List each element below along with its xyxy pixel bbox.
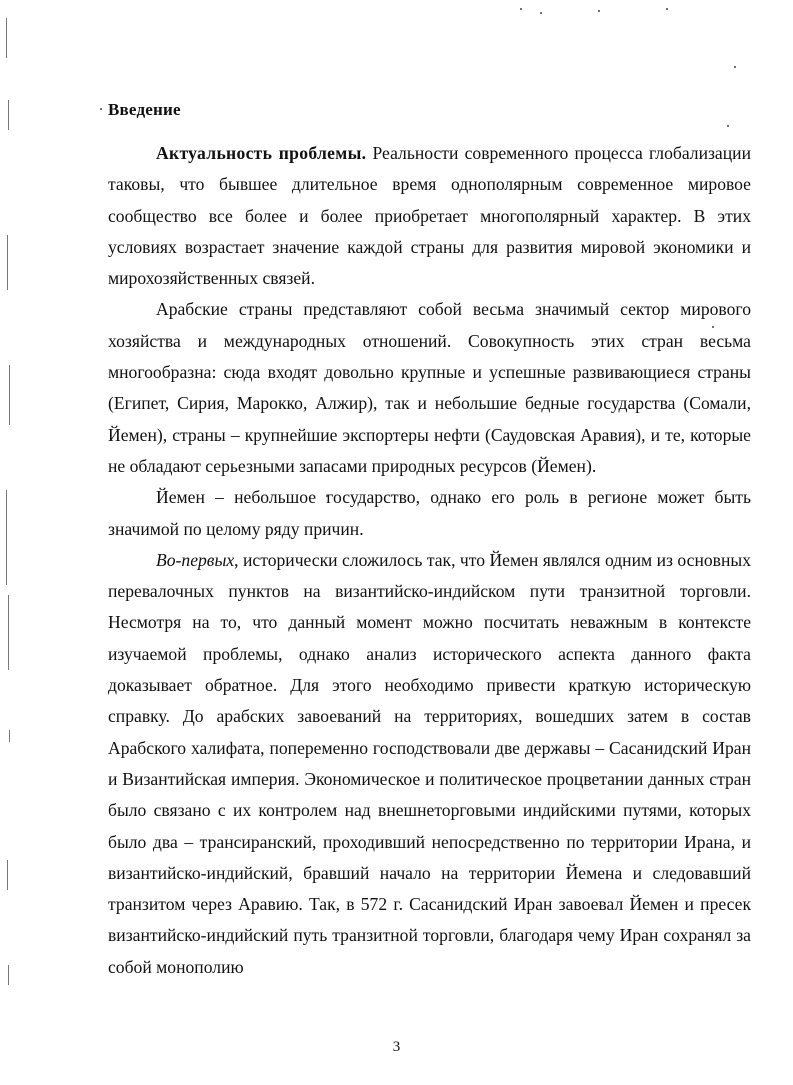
paragraph-lead-bold: Актуальность проблемы. [156, 143, 367, 163]
page-number: 3 [392, 1039, 401, 1055]
paragraph-text: Йемен – небольшое государство, однако его роль в регионе может быть значимой по целому ряду причин. [108, 487, 751, 539]
body-text [108, 138, 751, 983]
paragraph-text: , исторически сложилось так, что Йемен являлся одним из основных перевалочных пунктов на византийско-индийском пути транзитной торговли. Несмотря на то, что данный момент можно посчитать неважным в контексте изучаемой проблемы, однако анализ исторического аспекта данного факта доказывает обратное. Для этого необходимо привести краткую историческую справку. До арабских завоеваний на территориях, вошедших затем в состав Арабского халифата, попеременно господствовали две державы – Сасанидский Иран и Византийская империя. Экономическое и политическое процветании данных стран было связано с их контролем над внешнеторговыми индийскими путями, которых было два – трансиранский, проходивший непосредственно по территории Ирана, и византийско-индийский, бравший начало на территории Йемена и следовавший транзитом через Аравию. Так, в 572 г. Сасанидский Иран завоевал Йемен и пресек византийско-индийский путь транзитной торговли, благодаря чему Иран сохранял за собой монополию [108, 549, 751, 977]
paragraph-lead-italic: Во-первых [156, 549, 235, 570]
paragraph-arab-countries [108, 294, 751, 482]
paragraph-firstly [108, 545, 751, 983]
section-heading: Введение [108, 100, 181, 119]
paragraph-text: Арабские страны представляют собой весьма значимый сектор мирового хозяйства и международных отношений. Совокупность этих стран весьма многообразна: сюда входят довольно крупные и успешные развивающиеся страны (Египет, Сирия, Марокко, Алжир), так и небольшие бедные государства (Сомали, Йемен), страны – крупнейшие экспортеры нефти (Саудовская Аравия), и те, которые не обладают серьезными запасами природных ресурсов (Йемен). [108, 299, 751, 476]
paragraph-relevance [108, 138, 751, 294]
paragraph-text: Реальности современного процесса глобализации таковы, что бывшее длительное время однополярным современное мировое сообщество все более и более приобретает многополярный характер. В этих условиях возрастает значение каждой страны для развития мировой экономики и мирохозяйственных связей. [108, 143, 751, 289]
paragraph-yemen-role [108, 482, 751, 545]
